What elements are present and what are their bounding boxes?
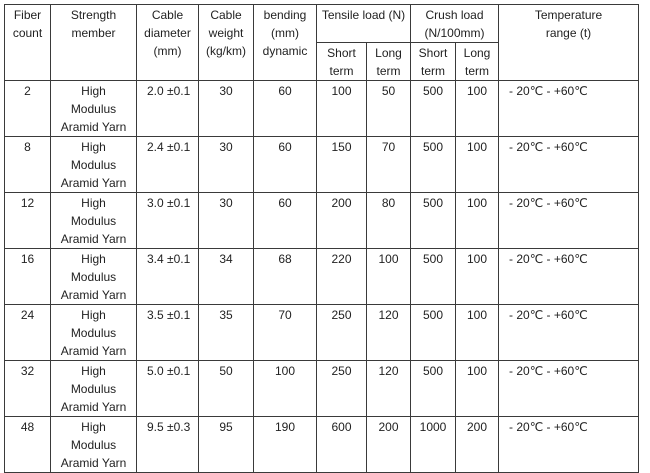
cell-fiber-count: 24: [5, 305, 51, 361]
cell-cable-diameter: 3.0 ±0.1: [137, 193, 199, 249]
cell-temperature: - 20℃ - +60℃: [499, 305, 639, 361]
cell-fiber-count: 2: [5, 81, 51, 137]
table-header: [5, 5, 639, 81]
cell-crush-long: 200: [456, 417, 499, 473]
cell-cable-diameter: 3.4 ±0.1: [137, 249, 199, 305]
table-row: [5, 305, 639, 361]
header-crush-short-term: Short term: [411, 43, 456, 81]
cell-cable-weight: 30: [199, 193, 254, 249]
cell-bending: 68: [254, 249, 317, 305]
table-row: [5, 137, 639, 193]
cell-cable-weight: 35: [199, 305, 254, 361]
cell-tensile-long: 50: [367, 81, 411, 137]
cell-crush-short: 500: [411, 249, 456, 305]
cell-tensile-short: 220: [317, 249, 367, 305]
cell-cable-weight: 30: [199, 137, 254, 193]
cell-tensile-long: 120: [367, 361, 411, 417]
cell-temperature: - 20℃ - +60℃: [499, 193, 639, 249]
cell-fiber-count: 16: [5, 249, 51, 305]
cell-strength-member: High Modulus Aramid Yarn: [51, 417, 137, 473]
table-row: [5, 193, 639, 249]
cell-fiber-count: 48: [5, 417, 51, 473]
table-row: [5, 361, 639, 417]
cell-crush-long: 100: [456, 305, 499, 361]
table-row: [5, 249, 639, 305]
cell-temperature: - 20℃ - +60℃: [499, 137, 639, 193]
table-row: [5, 417, 639, 473]
cell-fiber-count: 12: [5, 193, 51, 249]
cell-crush-long: 100: [456, 137, 499, 193]
header-bending: bending (mm) dynamic: [254, 5, 317, 81]
cell-crush-long: 100: [456, 249, 499, 305]
cell-tensile-long: 200: [367, 417, 411, 473]
header-cable-diameter: Cable diameter (mm): [137, 5, 199, 81]
cable-spec-table: [4, 4, 639, 473]
header-crush-load: Crush load (N/100mm): [411, 5, 499, 43]
cell-crush-short: 500: [411, 305, 456, 361]
header-crush-long-term: Long term: [456, 43, 499, 81]
cell-crush-long: 100: [456, 81, 499, 137]
cell-tensile-long: 70: [367, 137, 411, 193]
cell-cable-diameter: 2.0 ±0.1: [137, 81, 199, 137]
cell-crush-short: 1000: [411, 417, 456, 473]
header-tensile-short-term: Short term: [317, 43, 367, 81]
cell-temperature: - 20℃ - +60℃: [499, 417, 639, 473]
cell-bending: 60: [254, 137, 317, 193]
cell-strength-member: High Modulus Aramid Yarn: [51, 305, 137, 361]
cell-temperature: - 20℃ - +60℃: [499, 81, 639, 137]
cell-strength-member: High Modulus Aramid Yarn: [51, 81, 137, 137]
cell-fiber-count: 8: [5, 137, 51, 193]
cell-cable-diameter: 2.4 ±0.1: [137, 137, 199, 193]
cell-bending: 70: [254, 305, 317, 361]
header-temperature-range: Temperature range (t): [499, 5, 639, 81]
cell-bending: 190: [254, 417, 317, 473]
cell-strength-member: High Modulus Aramid Yarn: [51, 361, 137, 417]
cell-strength-member: High Modulus Aramid Yarn: [51, 249, 137, 305]
cell-cable-diameter: 3.5 ±0.1: [137, 305, 199, 361]
cell-tensile-short: 600: [317, 417, 367, 473]
cell-temperature: - 20℃ - +60℃: [499, 249, 639, 305]
cell-tensile-long: 80: [367, 193, 411, 249]
header-fiber-count: Fiber count: [5, 5, 51, 81]
cell-tensile-long: 100: [367, 249, 411, 305]
cell-tensile-short: 100: [317, 81, 367, 137]
cell-crush-long: 100: [456, 361, 499, 417]
header-tensile-long-term: Long term: [367, 43, 411, 81]
cell-bending: 60: [254, 193, 317, 249]
cell-temperature: - 20℃ - +60℃: [499, 361, 639, 417]
cell-tensile-short: 250: [317, 305, 367, 361]
cell-bending: 100: [254, 361, 317, 417]
cell-strength-member: High Modulus Aramid Yarn: [51, 137, 137, 193]
cell-cable-weight: 30: [199, 81, 254, 137]
cell-crush-short: 500: [411, 137, 456, 193]
header-tensile-load: Tensile load (N): [317, 5, 411, 43]
table-body: [5, 81, 639, 473]
cell-cable-weight: 34: [199, 249, 254, 305]
cell-tensile-short: 200: [317, 193, 367, 249]
cell-strength-member: High Modulus Aramid Yarn: [51, 193, 137, 249]
cell-crush-short: 500: [411, 81, 456, 137]
cell-fiber-count: 32: [5, 361, 51, 417]
cell-cable-diameter: 5.0 ±0.1: [137, 361, 199, 417]
cell-cable-diameter: 9.5 ±0.3: [137, 417, 199, 473]
cell-tensile-short: 150: [317, 137, 367, 193]
header-cable-weight: Cable weight (kg/km): [199, 5, 254, 81]
cell-crush-long: 100: [456, 193, 499, 249]
header-strength-member: Strength member: [51, 5, 137, 81]
table-row: [5, 81, 639, 137]
cell-tensile-long: 120: [367, 305, 411, 361]
cell-tensile-short: 250: [317, 361, 367, 417]
cell-cable-weight: 50: [199, 361, 254, 417]
cell-bending: 60: [254, 81, 317, 137]
cell-cable-weight: 95: [199, 417, 254, 473]
cell-crush-short: 500: [411, 361, 456, 417]
cell-crush-short: 500: [411, 193, 456, 249]
